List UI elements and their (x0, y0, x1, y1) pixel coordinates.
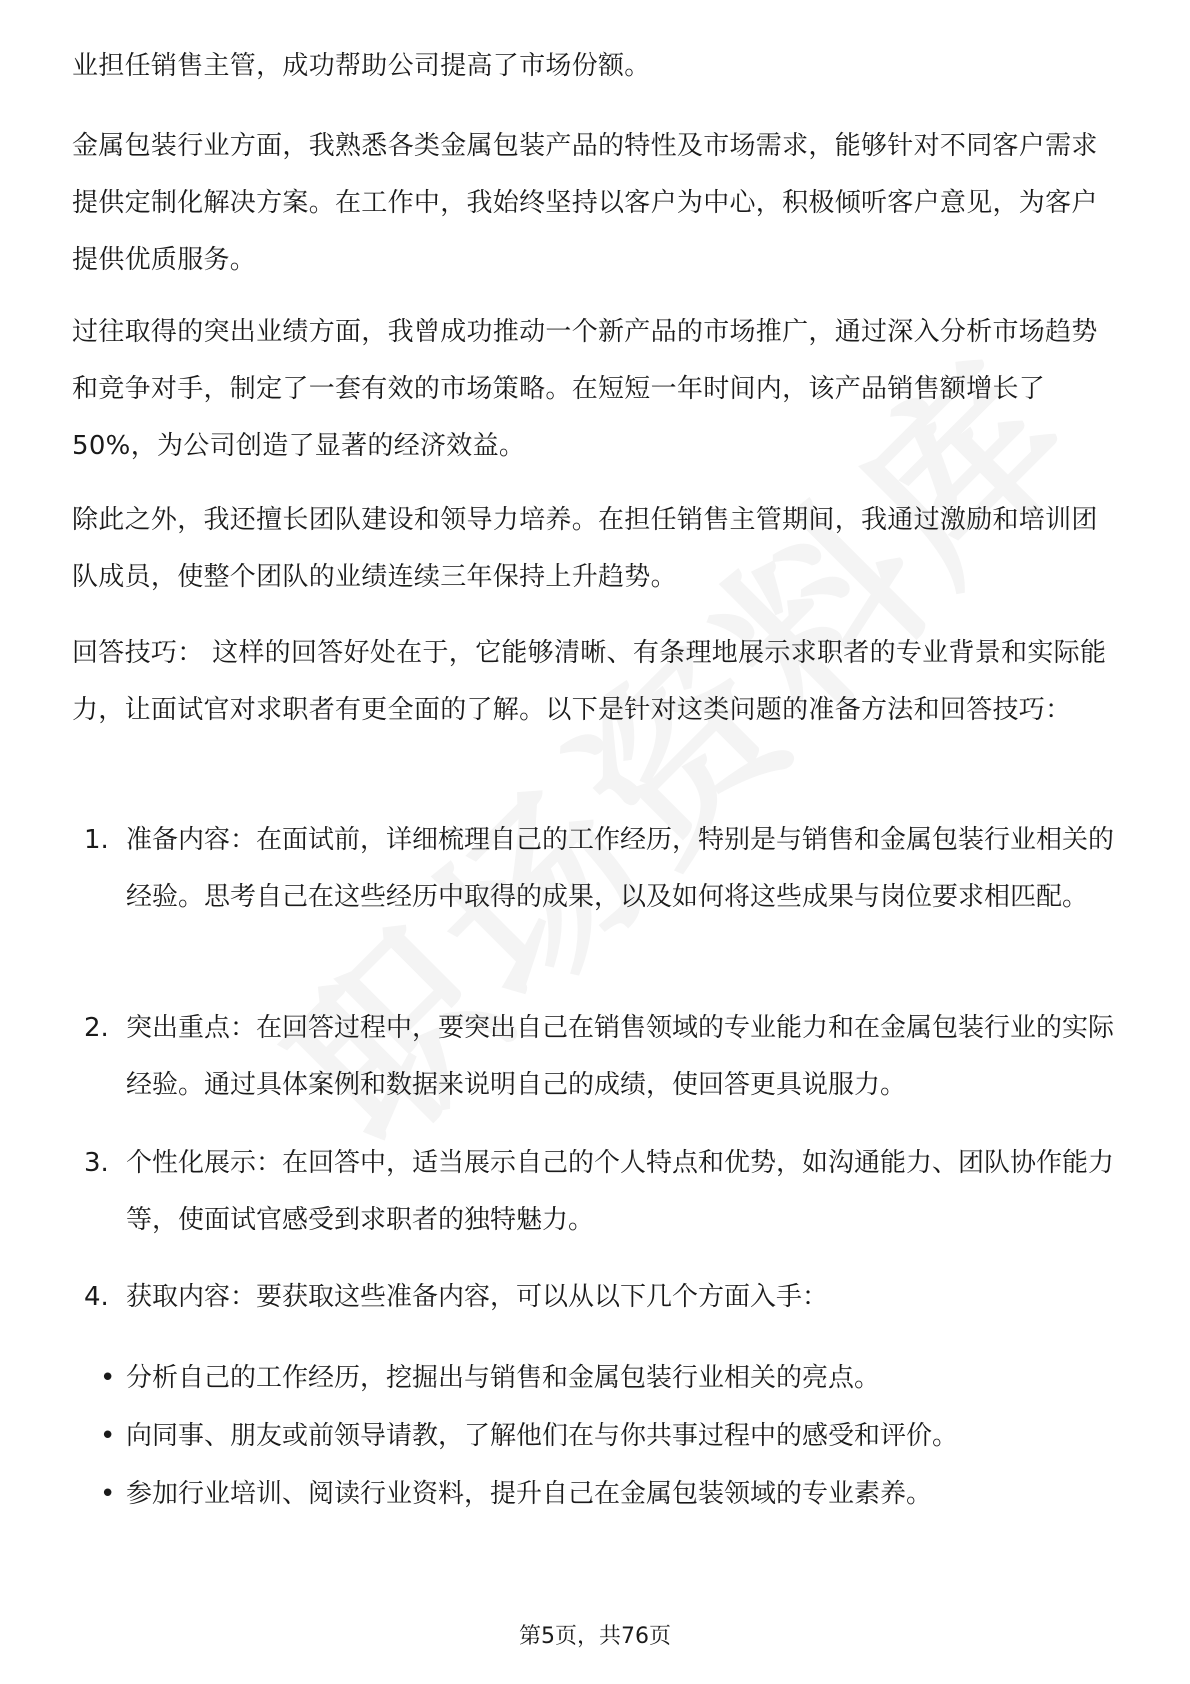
bullet-text: 向同事、朋友或前领导请教，了解他们在与你共事过程中的感受和评价。 (126, 1421, 959, 1451)
paragraph-3: 过往取得的突出业绩方面，我曾成功推动一个新产品的市场推广，通过深入分析市场趋势和竞争对手，制定了一套有效的市场策略。在短短一年时间内，该产品销售额增长了50%，为公司创造了显著的经济效益。 (72, 317, 1098, 461)
list-number: 2. (84, 1013, 109, 1043)
list-text: 准备内容：在面试前，详细梳理自己的工作经历，特别是与销售和金属包装行业相关的经验。思考自己在这些经历中取得的成果，以及如何将这些成果与岗位要求相匹配。 (126, 825, 1115, 912)
bullet-dot-icon: • (100, 1421, 116, 1451)
list-number: 1. (84, 825, 109, 855)
paragraph-5: 回答技巧： 这样的回答好处在于，它能够清晰、有条理地展示求职者的专业背景和实际能力，让面试官对求职者有更全面的了解。以下是针对这类问题的准备方法和回答技巧： (72, 638, 1107, 725)
paragraph-4: 除此之外，我还擅长团队建设和领导力培养。在担任销售主管期间，我通过激励和培训团队成员，使整个团队的业绩连续三年保持上升趋势。 (72, 505, 1098, 592)
bullet-text: 参加行业培训、阅读行业资料，提升自己在金属包装领域的专业素养。 (126, 1479, 933, 1509)
list-number: 4. (84, 1282, 109, 1312)
paragraph-2: 金属包装行业方面，我熟悉各类金属包装产品的特性及市场需求，能够针对不同客户需求提供定制化解决方案。在工作中，我始终坚持以客户为中心，积极倾听客户意见，为客户提供优质服务。 (72, 131, 1098, 275)
list-text: 获取内容：要获取这些准备内容，可以从以下几个方面入手： (126, 1282, 829, 1312)
bullet-dot-icon: • (100, 1363, 116, 1393)
list-text: 突出重点：在回答过程中，要突出自己在销售领域的专业能力和在金属包装行业的实际经验。通过具体案例和数据来说明自己的成绩，使回答更具说服力。 (126, 1013, 1115, 1100)
bullet-dot-icon: • (100, 1479, 116, 1509)
page-footer: 第5页，共76页 (519, 1624, 671, 1649)
bullet-text: 分析自己的工作经历，挖掘出与销售和金属包装行业相关的亮点。 (126, 1363, 881, 1393)
paragraph-1: 业担任销售主管，成功帮助公司提高了市场份额。 (72, 51, 651, 81)
list-number: 3. (84, 1148, 109, 1178)
list-text: 个性化展示：在回答中，适当展示自己的个人特点和优势，如沟通能力、团队协作能力等，使面试官感受到求职者的独特魅力。 (126, 1148, 1115, 1235)
